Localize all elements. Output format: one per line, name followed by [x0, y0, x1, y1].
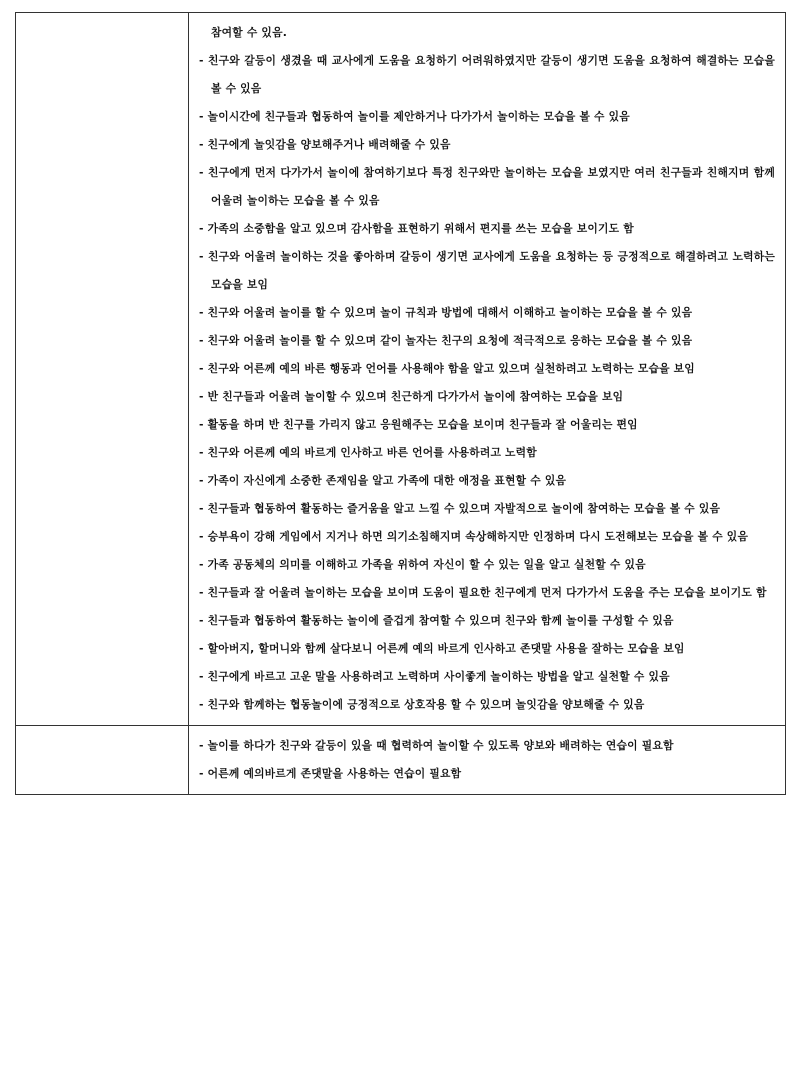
list-item: - 놀이를 하다가 친구와 갈등이 있을 때 협력하여 놀이할 수 있도록 양보와 배려하는 연습이 필요함 — [199, 739, 674, 752]
list-item: - 친구와 어른께 예의 바르게 인사하고 바른 언어를 사용하려고 노력함 — [199, 446, 537, 459]
list-item: - 승부욕이 강해 게임에서 지거나 하면 의기소침해지며 속상해하지만 인정하며 다시 도전해보는 모습을 볼 수 있음 — [199, 530, 749, 543]
list-item: - 친구들과 잘 어울려 놀이하는 모습을 보이며 도움이 필요한 친구에게 먼저 다가가서 도움을 주는 모습을 보이기도 함 — [199, 586, 767, 599]
row-label-cell-2 — [16, 726, 189, 795]
table-row-strengths — [16, 13, 786, 726]
row-label-cell-1 — [16, 13, 189, 726]
list-item: - 친구와 어울려 놀이하는 것을 좋아하며 갈등이 생기면 교사에게 도움을 요청하는 등 긍정적으로 해결하려고 노력하는 모습을 보임 — [199, 250, 775, 291]
needs-list — [189, 726, 785, 794]
list-item: - 친구와 어울려 놀이를 할 수 있으며 놀이 규칙과 방법에 대해서 이해하고 놀이하는 모습을 볼 수 있음 — [199, 306, 693, 319]
table-row-needs — [16, 726, 786, 795]
list-item: - 친구들과 협동하여 활동하는 놀이에 즐겁게 참여할 수 있으며 친구와 함께 놀이를 구성할 수 있음 — [199, 614, 674, 627]
needs-cell — [189, 726, 786, 795]
list-item: - 어른께 예의바르게 존댓말을 사용하는 연습이 필요함 — [199, 767, 462, 780]
list-item: - 반 친구들과 어울려 놀이할 수 있으며 친근하게 다가가서 놀이에 참여하는 모습을 보임 — [199, 390, 624, 403]
evaluation-table — [15, 12, 786, 795]
list-item: - 가족 공동체의 의미를 이해하고 가족을 위하여 자신이 할 수 있는 일을 알고 실천할 수 있음 — [199, 558, 646, 571]
list-item: - 친구와 어울려 놀이를 할 수 있으며 같이 놀자는 친구의 요청에 적극적으로 응하는 모습을 볼 수 있음 — [199, 334, 693, 347]
list-item: - 놀이시간에 친구들과 협동하여 놀이를 제안하거나 다가가서 놀이하는 모습을 볼 수 있음 — [199, 110, 630, 123]
list-item: - 친구에게 바르고 고운 말을 사용하려고 노력하며 사이좋게 놀이하는 방법을 알고 실천할 수 있음 — [199, 670, 670, 683]
list-item: - 활동을 하며 반 친구를 가리지 않고 응원해주는 모습을 보이며 친구들과 잘 어울리는 편임 — [199, 418, 638, 431]
strengths-cell — [189, 13, 786, 726]
list-item: - 친구들과 협동하여 활동하는 즐거움을 알고 느낄 수 있으며 자발적으로 놀이에 참여하는 모습을 볼 수 있음 — [199, 502, 721, 515]
list-item: - 가족이 자신에게 소중한 존재임을 알고 가족에 대한 애정을 표현할 수 있음 — [199, 474, 567, 487]
list-item: - 할아버지, 할머니와 함께 살다보니 어른께 예의 바르게 인사하고 존댓말 사용을 잘하는 모습을 보임 — [199, 642, 685, 655]
strengths-list — [189, 13, 785, 725]
list-item: - 친구와 갈등이 생겼을 때 교사에게 도움을 요청하기 어려워하였지만 갈등이 생기면 도움을 요청하여 해결하는 모습을 볼 수 있음 — [199, 54, 775, 95]
list-item: - 친구와 함께하는 협동놀이에 긍정적으로 상호작용 할 수 있으며 놀잇감을 양보해줄 수 있음 — [199, 698, 645, 711]
list-item: - 가족의 소중함을 알고 있으며 감사함을 표현하기 위해서 편지를 쓰는 모습을 보이기도 함 — [199, 222, 634, 235]
list-item: - 친구에게 놀잇감을 양보해주거나 배려해줄 수 있음 — [199, 138, 451, 151]
list-item: - 친구에게 먼저 다가가서 놀이에 참여하기보다 특정 친구와만 놀이하는 모습을 보였지만 여러 친구들과 친해지며 함께 어울려 놀이하는 모습을 볼 수 있음 — [199, 166, 775, 207]
list-item: - 친구와 어른께 예의 바른 행동과 언어를 사용해야 함을 알고 있으며 실천하려고 노력하는 모습을 보임 — [199, 362, 695, 375]
continuation-text: 참여할 수 있음. — [211, 26, 287, 39]
